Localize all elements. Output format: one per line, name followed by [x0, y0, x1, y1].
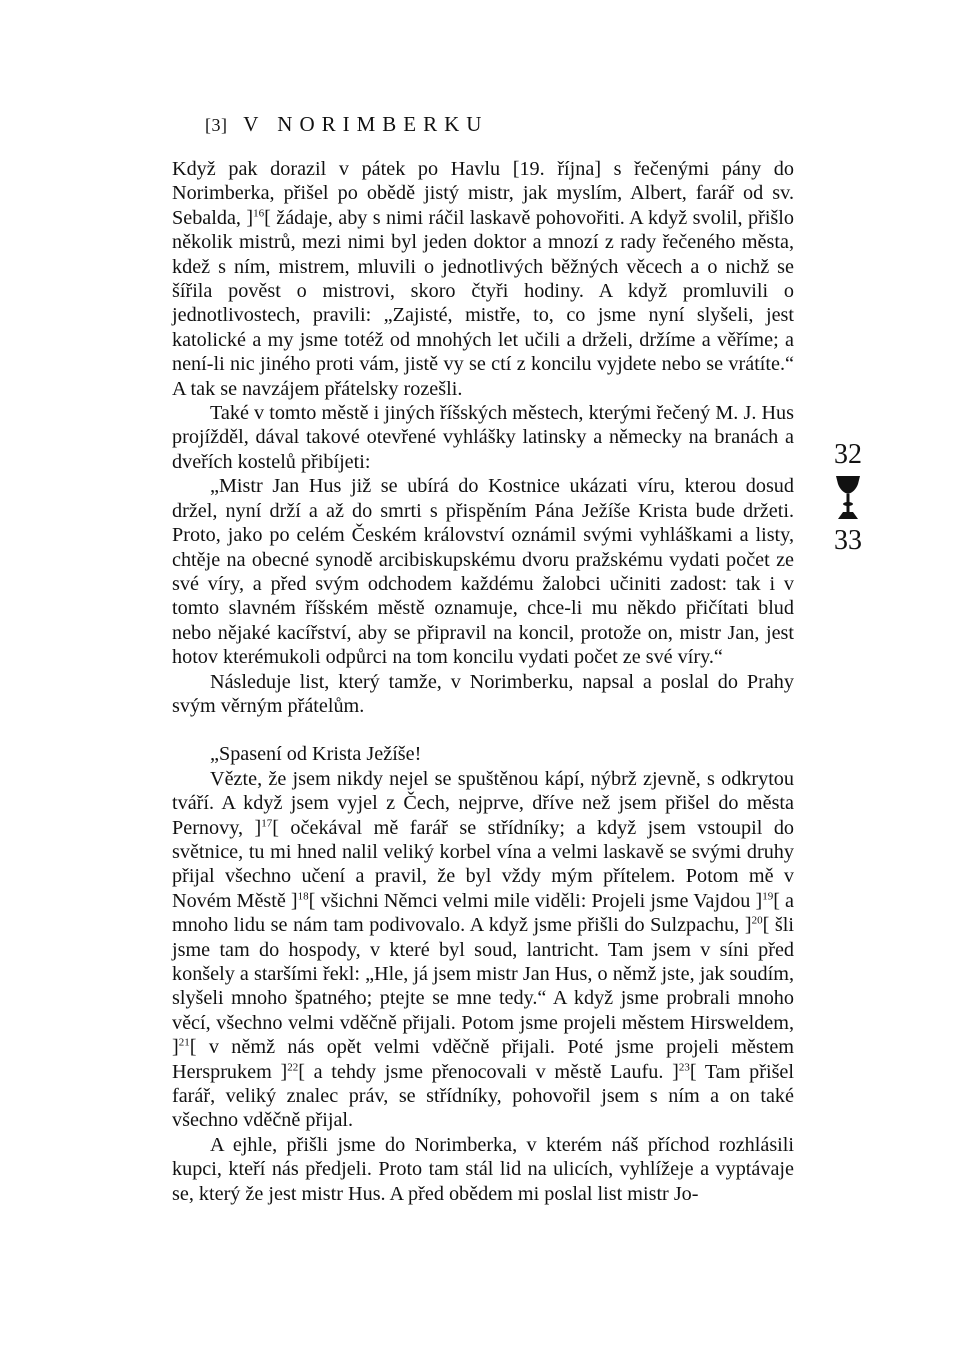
footnote-ref: 22	[287, 1060, 299, 1073]
text-run: Také v tomto městě i jiných říšských městech, kterými řečený M. J. Hus projížděl, dával takové otevřené vyhlášky latinsky a německy na branách a dveřích kostelů přibíjeti:	[172, 402, 794, 473]
text-run: „Spasení od Krista Ježíše!	[210, 743, 422, 766]
chalice-icon	[833, 474, 863, 524]
letter-paragraph	[172, 767, 794, 1133]
paragraph	[172, 401, 794, 474]
text-run: [ šli jsme tam do hospody, v které byl soud, lantricht. Tam jsem v síni před konšely a staršími řekl: „Hle, já jsem mistr Jan Hus, o němž jste, jak soudím, slyšeli mnoho špatného; ptejte se mne tedy.“ A když jsme probrali mnoho věcí, všechno velmi vděčně přijali. Potom jsme projeli městem Hirsweldem, ]	[172, 914, 794, 1059]
letter-salutation	[172, 742, 794, 766]
chapter-title: V NORIMBERKU	[243, 112, 489, 136]
footnote-ref: 23	[678, 1060, 690, 1073]
text-run: [ Tam přišel farář, veliký znalec práv, se střídníky, pohovořil jsem s ním a on také všechno vděčně přijal.	[172, 1060, 794, 1132]
footnote-ref: 17	[261, 816, 273, 829]
footnote-ref: 18	[297, 890, 309, 903]
paragraph	[172, 1133, 794, 1206]
footnote-ref: 20	[751, 914, 763, 927]
text-run: Následuje list, který tamže, v Norimberku, napsal a poslal do Prahy svým věrným přátelům.	[172, 670, 794, 717]
text-run: [ v němž nás opět velmi vděčně přijali. Poté jsme projeli městem Hersprukem ]	[172, 1036, 794, 1083]
original-page-number-top: 32	[834, 439, 862, 470]
text-run: [ žádaje, aby s nimi ráčil laskavě pohovořiti. A když svolil, přišlo několik mistrů, mezi nimi byl jeden doktor a mnozí z rady řečeného města, kdež s ním, mistrem, mluvili o jednotlivých běžných věcech a o nichž se šířila pověst o mistrovi, skoro čtyři hodiny. A když promluvili o jednotlivostech, pravili: „Zajisté, mistře, to, co jsme nyní slyšeli, jest katolické a my jsme totéž od mnohých let učili a drželi, držíme a věříme; a není-li nic jiného proti vám, jistě vy se ctí z koncilu vyjdete nebo se vrátíte.“ A tak se navzájem přátelsky rozešli.	[172, 206, 794, 400]
text-run: „Mistr Jan Hus již se ubírá do Kostnice ukázati víru, kterou dosud držel, nyní drží a až do smrti s přispěním Pána Ježíše Krista bude držeti. Proto, jako po celém Českém království oznámil svými vyhláškami a listy, chtěje na obecné synodě arcibiskupskému dvoru pražskému vydati počet ze své víry, a před svým odchodem každému žalobci učiniti zadost: tak i v tomto slavném říšském městě oznamuje, chce-li mu někdo přičítati blud nebo nějaké kacířství, aby se připravil na koncil, protože on, mistr Jan, jest hotov kterémukoli odpůrci na tom koncilu vydati počet ze své víry.“	[172, 475, 794, 669]
footnote-ref: 19	[762, 890, 774, 903]
paragraph	[172, 670, 794, 719]
quoted-proclamation	[172, 474, 794, 669]
original-page-number-bottom: 33	[834, 525, 862, 556]
footnote-ref: 16	[253, 207, 265, 220]
text-run: [ všichni Němci velmi mile viděli: Projeli jsme Vajdou ]	[308, 889, 763, 912]
text-run: [ a mnoho lidu se nám tam podivovalo. A když jsme přišli do Sulzpachu, ]	[172, 889, 794, 937]
text-run: A ejhle, přišli jsme do Norimberka, v kterém náš příchod rozhlásili kupci, kteří nás předjeli. Proto tam stál lid na ulicích, vyhlížeje a vyptávaje se, který že jest mistr Hus. A před obědem mi poslal list mistr Jo-	[172, 1133, 794, 1205]
paragraph	[172, 157, 794, 401]
footnote-ref: 21	[178, 1036, 190, 1049]
text-run: [ očekával mě farář se střídníky; a když jsem vstoupil do světnice, tu mi hned nalil veliký korbel vína a velmi laskavě se svými druhy přijal všechno učení a pravil, že byl vždy mým přítelem. Potom mě v Novém Městě ]	[172, 816, 795, 912]
running-head	[205, 112, 488, 137]
section-number: [3]	[205, 115, 228, 135]
text-run: Když pak dorazil v pátek po Havlu [19. října] s řečenými pány do Norimberka, přišel po obědě jistý mistr, jak myslím, Albert, farář od sv. Sebalda, ]	[172, 158, 794, 229]
margin-page-marker	[818, 440, 878, 556]
text-run: Vězte, že jsem nikdy nejel se spuštěnou kápí, nýbrž zjevně, s odkrytou tváří. A když jsem vyjel z Čech, nejprve, dříve než jsem přišel do města Pernovy, ]	[172, 767, 794, 839]
body-text	[172, 157, 794, 1206]
text-run: [ a tehdy jsme přenocovali v městě Laufu. ]	[298, 1060, 679, 1083]
